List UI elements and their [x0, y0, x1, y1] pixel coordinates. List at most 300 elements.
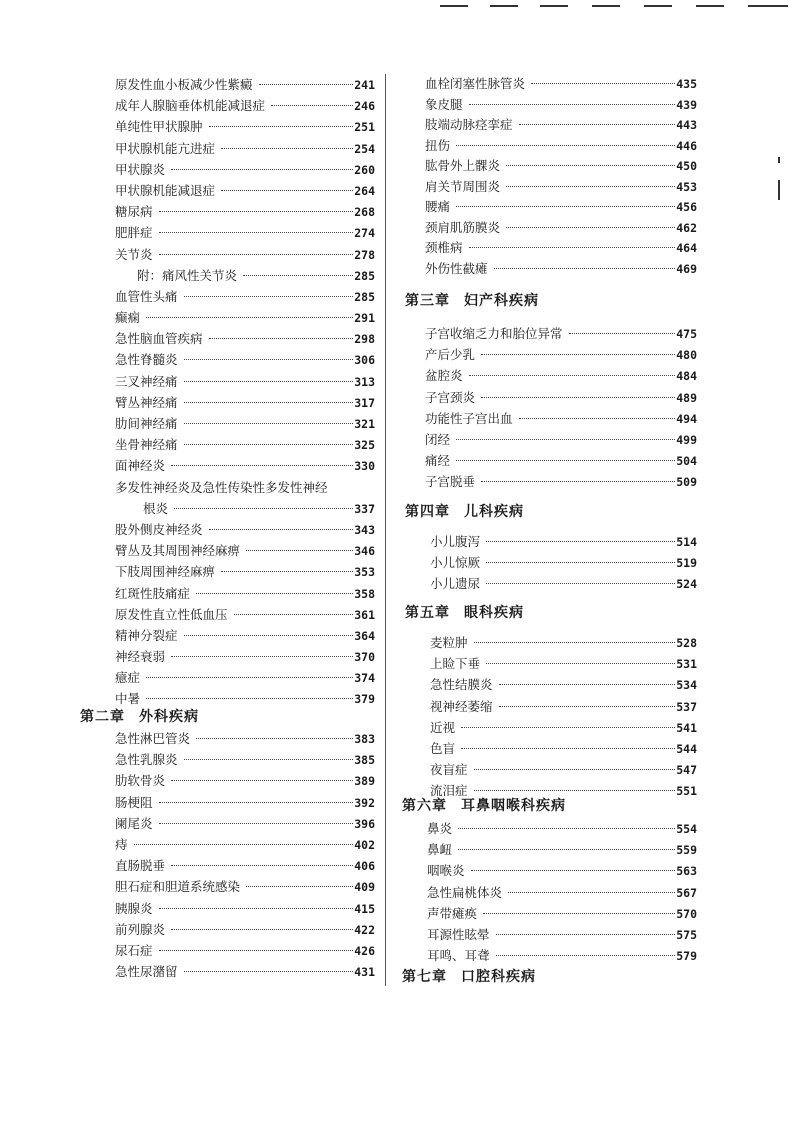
toc-entry[interactable] — [427, 903, 697, 924]
toc-entry[interactable] — [115, 813, 375, 834]
entry-title: 根炎 — [143, 500, 169, 516]
entry-page-number: 337 — [354, 501, 375, 516]
entry-title: 流泪症 — [430, 783, 468, 799]
entry-page-number: 439 — [676, 97, 697, 112]
entry-page-number: 524 — [676, 577, 697, 592]
toc-entry[interactable] — [430, 674, 697, 695]
toc-entry[interactable] — [425, 115, 697, 136]
dot-leader — [196, 738, 353, 739]
dot-leader — [171, 656, 353, 657]
toc-entry[interactable] — [115, 180, 375, 201]
toc-entry-list — [430, 632, 697, 802]
chapter-number: 第五章 — [405, 605, 450, 621]
dot-leader — [456, 206, 675, 207]
scan-mark — [778, 157, 780, 163]
entry-page-number: 531 — [676, 657, 697, 672]
toc-entry[interactable] — [115, 792, 375, 813]
entry-title: 肱骨外上髁炎 — [425, 158, 501, 173]
toc-entry[interactable] — [115, 328, 375, 349]
toc-entry[interactable] — [115, 919, 375, 940]
toc-entry[interactable] — [115, 961, 375, 982]
entry-title: 股外侧皮神经炎 — [115, 521, 203, 537]
entry-page-number: 431 — [354, 965, 375, 980]
dot-leader — [471, 870, 676, 871]
dot-leader — [506, 227, 675, 228]
entry-title: 急性扁桃体炎 — [427, 884, 503, 900]
dot-leader — [519, 418, 676, 419]
entry-title: 耳源性眩晕 — [427, 926, 490, 942]
dot-leader — [221, 571, 353, 572]
entry-title: 小儿惊厥 — [430, 555, 481, 571]
dot-leader — [184, 444, 354, 445]
dot-leader — [184, 359, 354, 360]
entry-title: 中暑 — [115, 691, 141, 707]
entry-page-number: 409 — [354, 880, 375, 895]
entry-title: 原发性血小板减少性紫癜 — [115, 77, 253, 92]
entry-page-number: 241 — [354, 78, 375, 92]
toc-entry[interactable] — [115, 646, 375, 667]
dot-leader — [486, 541, 675, 542]
toc-entry-list — [425, 323, 697, 493]
entry-title: 前列腺炎 — [115, 921, 166, 937]
entry-page-number: 285 — [354, 289, 375, 304]
entry-title: 关节炎 — [115, 246, 153, 262]
entry-page-number: 541 — [676, 720, 697, 735]
entry-title: 视神经萎缩 — [430, 698, 493, 714]
entry-title: 甲状腺炎 — [115, 161, 166, 177]
scan-dash — [644, 5, 672, 7]
chapter-title: 儿科疾病 — [464, 504, 524, 520]
toc-entry[interactable] — [425, 387, 697, 408]
entry-page-number: 453 — [676, 179, 697, 194]
toc-entry[interactable] — [115, 898, 375, 919]
toc-entry[interactable] — [115, 413, 375, 434]
dot-leader — [234, 614, 354, 615]
dot-leader — [159, 950, 354, 951]
chapter-number: 第三章 — [405, 293, 450, 309]
dot-leader — [519, 124, 676, 125]
dot-leader — [184, 759, 354, 760]
dot-leader — [184, 423, 354, 424]
entry-title: 肋软骨炎 — [115, 773, 166, 789]
entry-title: 肥胖症 — [115, 225, 153, 241]
entry-title: 直肠脱垂 — [115, 858, 166, 874]
entry-title: 上睑下垂 — [430, 656, 481, 672]
toc-entry[interactable] — [115, 876, 375, 897]
toc-entry[interactable] — [425, 74, 697, 95]
entry-page-number: 528 — [676, 636, 697, 650]
dot-leader — [159, 908, 354, 909]
toc-entry[interactable] — [115, 434, 375, 455]
entry-title: 坐骨神经痛 — [115, 437, 178, 453]
entry-title: 闭经 — [425, 431, 451, 447]
chapter-heading — [405, 501, 524, 521]
toc-entry[interactable] — [115, 244, 375, 265]
dot-leader — [531, 83, 675, 84]
dot-leader — [196, 593, 353, 594]
dot-leader — [469, 104, 676, 105]
toc-entry[interactable] — [115, 222, 375, 243]
dot-leader — [171, 780, 353, 781]
dot-leader — [246, 886, 353, 887]
entry-page-number: 464 — [676, 241, 697, 255]
entry-page-number: 519 — [676, 556, 697, 571]
chapter-number: 第六章 — [402, 798, 447, 814]
entry-title: 下肢周围神经麻痹 — [115, 564, 216, 580]
toc-entry[interactable] — [425, 259, 697, 280]
dot-leader — [184, 381, 354, 382]
dot-leader — [243, 275, 353, 276]
entry-page-number: 462 — [676, 220, 697, 235]
dot-leader — [184, 635, 354, 636]
entry-page-number: 426 — [354, 943, 375, 958]
entry-page-number: 446 — [676, 138, 697, 153]
entry-page-number: 396 — [354, 816, 375, 831]
entry-title: 痛经 — [425, 453, 451, 469]
dot-leader — [221, 148, 353, 149]
entry-page-number: 306 — [354, 353, 375, 368]
entry-title: 肩关节周围炎 — [425, 178, 501, 194]
entry-page-number: 389 — [354, 774, 375, 789]
entry-page-number: 547 — [676, 763, 697, 778]
entry-title: 神经衰弱 — [115, 649, 166, 665]
dot-leader — [184, 971, 354, 972]
entry-title: 单纯性甲状腺肿 — [115, 119, 203, 135]
chapter-heading — [80, 706, 199, 726]
toc-entry[interactable] — [425, 197, 697, 218]
toc-entry[interactable] — [430, 696, 697, 717]
toc-entry[interactable] — [425, 156, 697, 177]
entry-title: 面神经炎 — [115, 458, 166, 474]
chapter-title: 妇产科疾病 — [464, 293, 539, 309]
dot-leader — [171, 865, 353, 866]
toc-entry[interactable] — [115, 95, 375, 116]
toc-entry[interactable] — [115, 74, 375, 95]
entry-page-number: 379 — [354, 692, 375, 707]
entry-page-number: 579 — [676, 949, 697, 964]
dot-leader — [259, 84, 354, 85]
scan-dash — [592, 5, 620, 7]
entry-page-number: 402 — [354, 837, 375, 852]
toc-entry[interactable] — [115, 477, 375, 498]
toc-entry[interactable] — [425, 177, 697, 198]
entry-title: 尿石症 — [115, 942, 153, 958]
entry-page-number: 534 — [676, 678, 697, 693]
entry-title: 子宫脱垂 — [425, 474, 476, 490]
toc-entry[interactable] — [115, 286, 375, 307]
toc-entry[interactable] — [115, 604, 375, 625]
dot-leader — [456, 439, 675, 440]
entry-title: 原发性直立性低血压 — [115, 606, 228, 622]
dot-leader — [458, 828, 675, 829]
toc-entry[interactable] — [115, 583, 375, 604]
dot-leader — [159, 232, 354, 233]
scan-dash — [440, 5, 468, 7]
entry-page-number: 551 — [676, 784, 697, 799]
entry-title: 阑尾炎 — [115, 815, 153, 831]
toc-entry[interactable] — [427, 924, 697, 945]
dot-leader — [456, 460, 675, 461]
toc-entry[interactable] — [425, 429, 697, 450]
entry-page-number: 554 — [676, 822, 697, 836]
dot-leader — [174, 508, 353, 509]
dot-leader — [469, 375, 676, 376]
entry-page-number: 325 — [354, 438, 375, 453]
entry-title: 外伤性截瘫 — [425, 260, 488, 276]
entry-title: 甲状腺机能亢进症 — [115, 140, 216, 156]
entry-page-number: 260 — [354, 162, 375, 177]
entry-page-number: 469 — [676, 261, 697, 276]
toc-entry[interactable] — [427, 839, 697, 860]
toc-entry[interactable] — [115, 519, 375, 540]
dot-leader — [146, 698, 353, 699]
toc-entry-list — [427, 818, 697, 966]
entry-page-number: 575 — [676, 927, 697, 942]
entry-page-number: 298 — [354, 332, 375, 347]
toc-entry[interactable] — [115, 940, 375, 961]
entry-page-number: 358 — [354, 586, 375, 601]
entry-title: 肋间神经痛 — [115, 416, 178, 431]
entry-page-number: 422 — [354, 922, 375, 937]
toc-entry[interactable] — [427, 945, 697, 966]
entry-title: 多发性神经炎及急性传染性多发性神经 — [115, 479, 328, 495]
entry-page-number: 361 — [354, 607, 375, 622]
entry-title: 急性乳腺炎 — [115, 752, 178, 768]
toc-entry[interactable] — [115, 561, 375, 582]
entry-page-number: 450 — [676, 159, 697, 173]
entry-page-number: 494 — [676, 411, 697, 426]
dot-leader — [483, 913, 675, 914]
toc-entry[interactable] — [115, 455, 375, 476]
toc-entry[interactable] — [425, 365, 697, 386]
toc-entry-list — [115, 74, 375, 710]
entry-page-number: 559 — [676, 843, 697, 858]
dot-leader — [134, 844, 354, 845]
entry-title: 附：痛风性关节炎 — [137, 267, 238, 283]
toc-entry[interactable] — [425, 450, 697, 471]
toc-entry[interactable] — [430, 759, 697, 780]
scan-mark — [778, 180, 780, 200]
dot-leader — [271, 105, 353, 106]
toc-entry[interactable] — [115, 855, 375, 876]
entry-page-number: 385 — [354, 753, 375, 768]
entry-page-number: 274 — [354, 226, 375, 241]
chapter-heading — [405, 290, 539, 310]
entry-title: 产后少乳 — [425, 347, 476, 363]
entry-page-number: 484 — [676, 369, 697, 384]
toc-entry[interactable] — [115, 138, 375, 159]
dot-leader — [474, 642, 676, 643]
entry-page-number: 343 — [354, 522, 375, 537]
toc-entry[interactable] — [115, 625, 375, 646]
dot-leader — [171, 465, 353, 466]
toc-entry[interactable] — [115, 498, 375, 519]
entry-page-number: 567 — [676, 885, 697, 900]
entry-title: 扭伤 — [425, 137, 451, 153]
chapter-title: 外科疾病 — [139, 709, 199, 725]
dot-leader — [209, 126, 354, 127]
toc-entry[interactable] — [425, 95, 697, 116]
entry-page-number: 317 — [354, 395, 375, 410]
dot-leader — [496, 955, 676, 956]
toc-entry[interactable] — [430, 717, 697, 738]
entry-page-number: 509 — [676, 475, 697, 490]
chapter-number: 第二章 — [80, 709, 125, 725]
entry-title: 三叉神经痛 — [115, 373, 178, 389]
toc-entry[interactable] — [430, 738, 697, 759]
entry-page-number: 251 — [354, 120, 375, 135]
entry-title: 小儿腹泻 — [430, 534, 481, 549]
dot-leader — [159, 802, 354, 803]
toc-entry[interactable] — [430, 552, 697, 573]
dot-leader — [481, 354, 675, 355]
toc-entry[interactable] — [427, 882, 697, 903]
dot-leader — [171, 169, 353, 170]
dot-leader — [184, 402, 354, 403]
entry-page-number: 353 — [354, 565, 375, 580]
toc-entry[interactable] — [430, 632, 697, 653]
toc-entry[interactable] — [425, 408, 697, 429]
entry-page-number: 563 — [676, 864, 697, 879]
toc-entry[interactable] — [115, 307, 375, 328]
toc-entry[interactable] — [427, 818, 697, 839]
scan-dash — [490, 5, 518, 7]
dot-leader — [461, 748, 675, 749]
entry-page-number: 415 — [354, 901, 375, 916]
dot-leader — [469, 247, 676, 248]
entry-page-number: 346 — [354, 544, 375, 559]
toc-entry[interactable] — [115, 201, 375, 222]
toc-entry[interactable] — [115, 540, 375, 561]
dot-leader — [458, 849, 675, 850]
entry-page-number: 435 — [676, 77, 697, 91]
entry-title: 胰腺炎 — [115, 900, 153, 916]
entry-page-number: 246 — [354, 99, 375, 114]
entry-title: 声带瘫痪 — [427, 905, 478, 921]
entry-title: 夜盲症 — [430, 762, 468, 778]
entry-title: 子宫收缩乏力和胎位异常 — [425, 326, 563, 341]
toc-entry[interactable] — [115, 770, 375, 791]
dot-leader — [146, 677, 353, 678]
entry-title: 成年人腺脑垂体机能减退症 — [115, 98, 266, 114]
toc-entry[interactable] — [430, 573, 697, 594]
entry-title: 功能性子宫出血 — [425, 410, 513, 426]
dot-leader — [184, 296, 354, 297]
entry-title: 色盲 — [430, 740, 456, 756]
entry-title: 象皮腿 — [425, 96, 463, 112]
entry-title: 麦粒肿 — [430, 635, 468, 650]
entry-page-number: 489 — [676, 390, 697, 405]
dot-leader — [499, 706, 676, 707]
entry-page-number: 443 — [676, 118, 697, 132]
scan-dash — [696, 5, 724, 7]
toc-entry[interactable] — [425, 344, 697, 365]
chapter-title: 口腔科疾病 — [461, 969, 536, 985]
toc-entry[interactable] — [425, 218, 697, 239]
dot-leader — [171, 929, 353, 930]
toc-entry-list — [425, 74, 697, 279]
entry-page-number: 383 — [354, 732, 375, 746]
dot-leader — [246, 550, 353, 551]
toc-entry[interactable] — [425, 471, 697, 492]
toc-entry[interactable] — [115, 349, 375, 370]
toc-entry-list — [115, 728, 375, 982]
dot-leader — [209, 529, 354, 530]
entry-page-number: 321 — [354, 417, 375, 431]
entry-title: 肢端动脉痉挛症 — [425, 117, 513, 132]
entry-title: 甲状腺机能减退症 — [115, 182, 216, 198]
entry-page-number: 504 — [676, 454, 697, 469]
dot-leader — [486, 663, 675, 664]
entry-title: 腰痛 — [425, 199, 451, 214]
entry-page-number: 499 — [676, 432, 697, 447]
entry-page-number: 456 — [676, 200, 697, 214]
entry-page-number: 480 — [676, 348, 697, 363]
entry-page-number: 278 — [354, 247, 375, 262]
toc-entry[interactable] — [425, 323, 697, 344]
dot-leader — [496, 934, 676, 935]
toc-entry[interactable] — [430, 653, 697, 674]
entry-page-number: 475 — [676, 327, 697, 341]
toc-entry[interactable] — [115, 749, 375, 770]
entry-title: 糖尿病 — [115, 204, 153, 220]
dot-leader — [474, 790, 676, 791]
column-divider — [385, 74, 386, 986]
toc-entry[interactable] — [115, 265, 375, 286]
scan-dash — [748, 5, 788, 7]
toc-entry[interactable] — [115, 159, 375, 180]
toc-entry[interactable] — [115, 834, 375, 855]
toc-entry[interactable] — [115, 728, 375, 749]
dot-leader — [209, 338, 354, 339]
entry-title: 急性脑血管疾病 — [115, 331, 203, 347]
dot-leader — [474, 769, 676, 770]
toc-entry[interactable] — [115, 667, 375, 688]
entry-title: 臂丛及其周围神经麻痹 — [115, 543, 241, 559]
dot-leader — [461, 727, 675, 728]
toc-entry[interactable] — [115, 116, 375, 137]
toc-entry[interactable] — [115, 392, 375, 413]
entry-title: 红斑性肢痛症 — [115, 585, 191, 601]
entry-title: 肠梗阻 — [115, 794, 153, 810]
entry-page-number: 392 — [354, 795, 375, 810]
dot-leader — [221, 190, 353, 191]
entry-page-number: 285 — [354, 268, 375, 283]
entry-title: 颈肩肌筋膜炎 — [425, 219, 501, 235]
dot-leader — [456, 145, 675, 146]
entry-page-number: 570 — [676, 906, 697, 921]
dot-leader — [481, 481, 675, 482]
entry-page-number: 330 — [354, 459, 375, 474]
toc-entry[interactable] — [115, 371, 375, 392]
chapter-heading — [402, 795, 566, 815]
entry-page-number: 374 — [354, 671, 375, 686]
entry-page-number: 364 — [354, 628, 375, 643]
toc-entry[interactable] — [425, 238, 697, 259]
toc-entry[interactable] — [427, 860, 697, 881]
chapter-heading — [405, 602, 524, 622]
entry-title: 急性尿潴留 — [115, 964, 178, 980]
entry-title: 血管性头痛 — [115, 288, 178, 304]
dot-leader — [486, 562, 675, 563]
dot-leader — [159, 211, 354, 212]
toc-entry[interactable] — [425, 136, 697, 157]
entry-title: 痔 — [115, 836, 128, 852]
dot-leader — [506, 186, 675, 187]
entry-title: 癔症 — [115, 670, 141, 686]
toc-entry[interactable] — [430, 531, 697, 552]
scan-dash — [540, 5, 568, 7]
